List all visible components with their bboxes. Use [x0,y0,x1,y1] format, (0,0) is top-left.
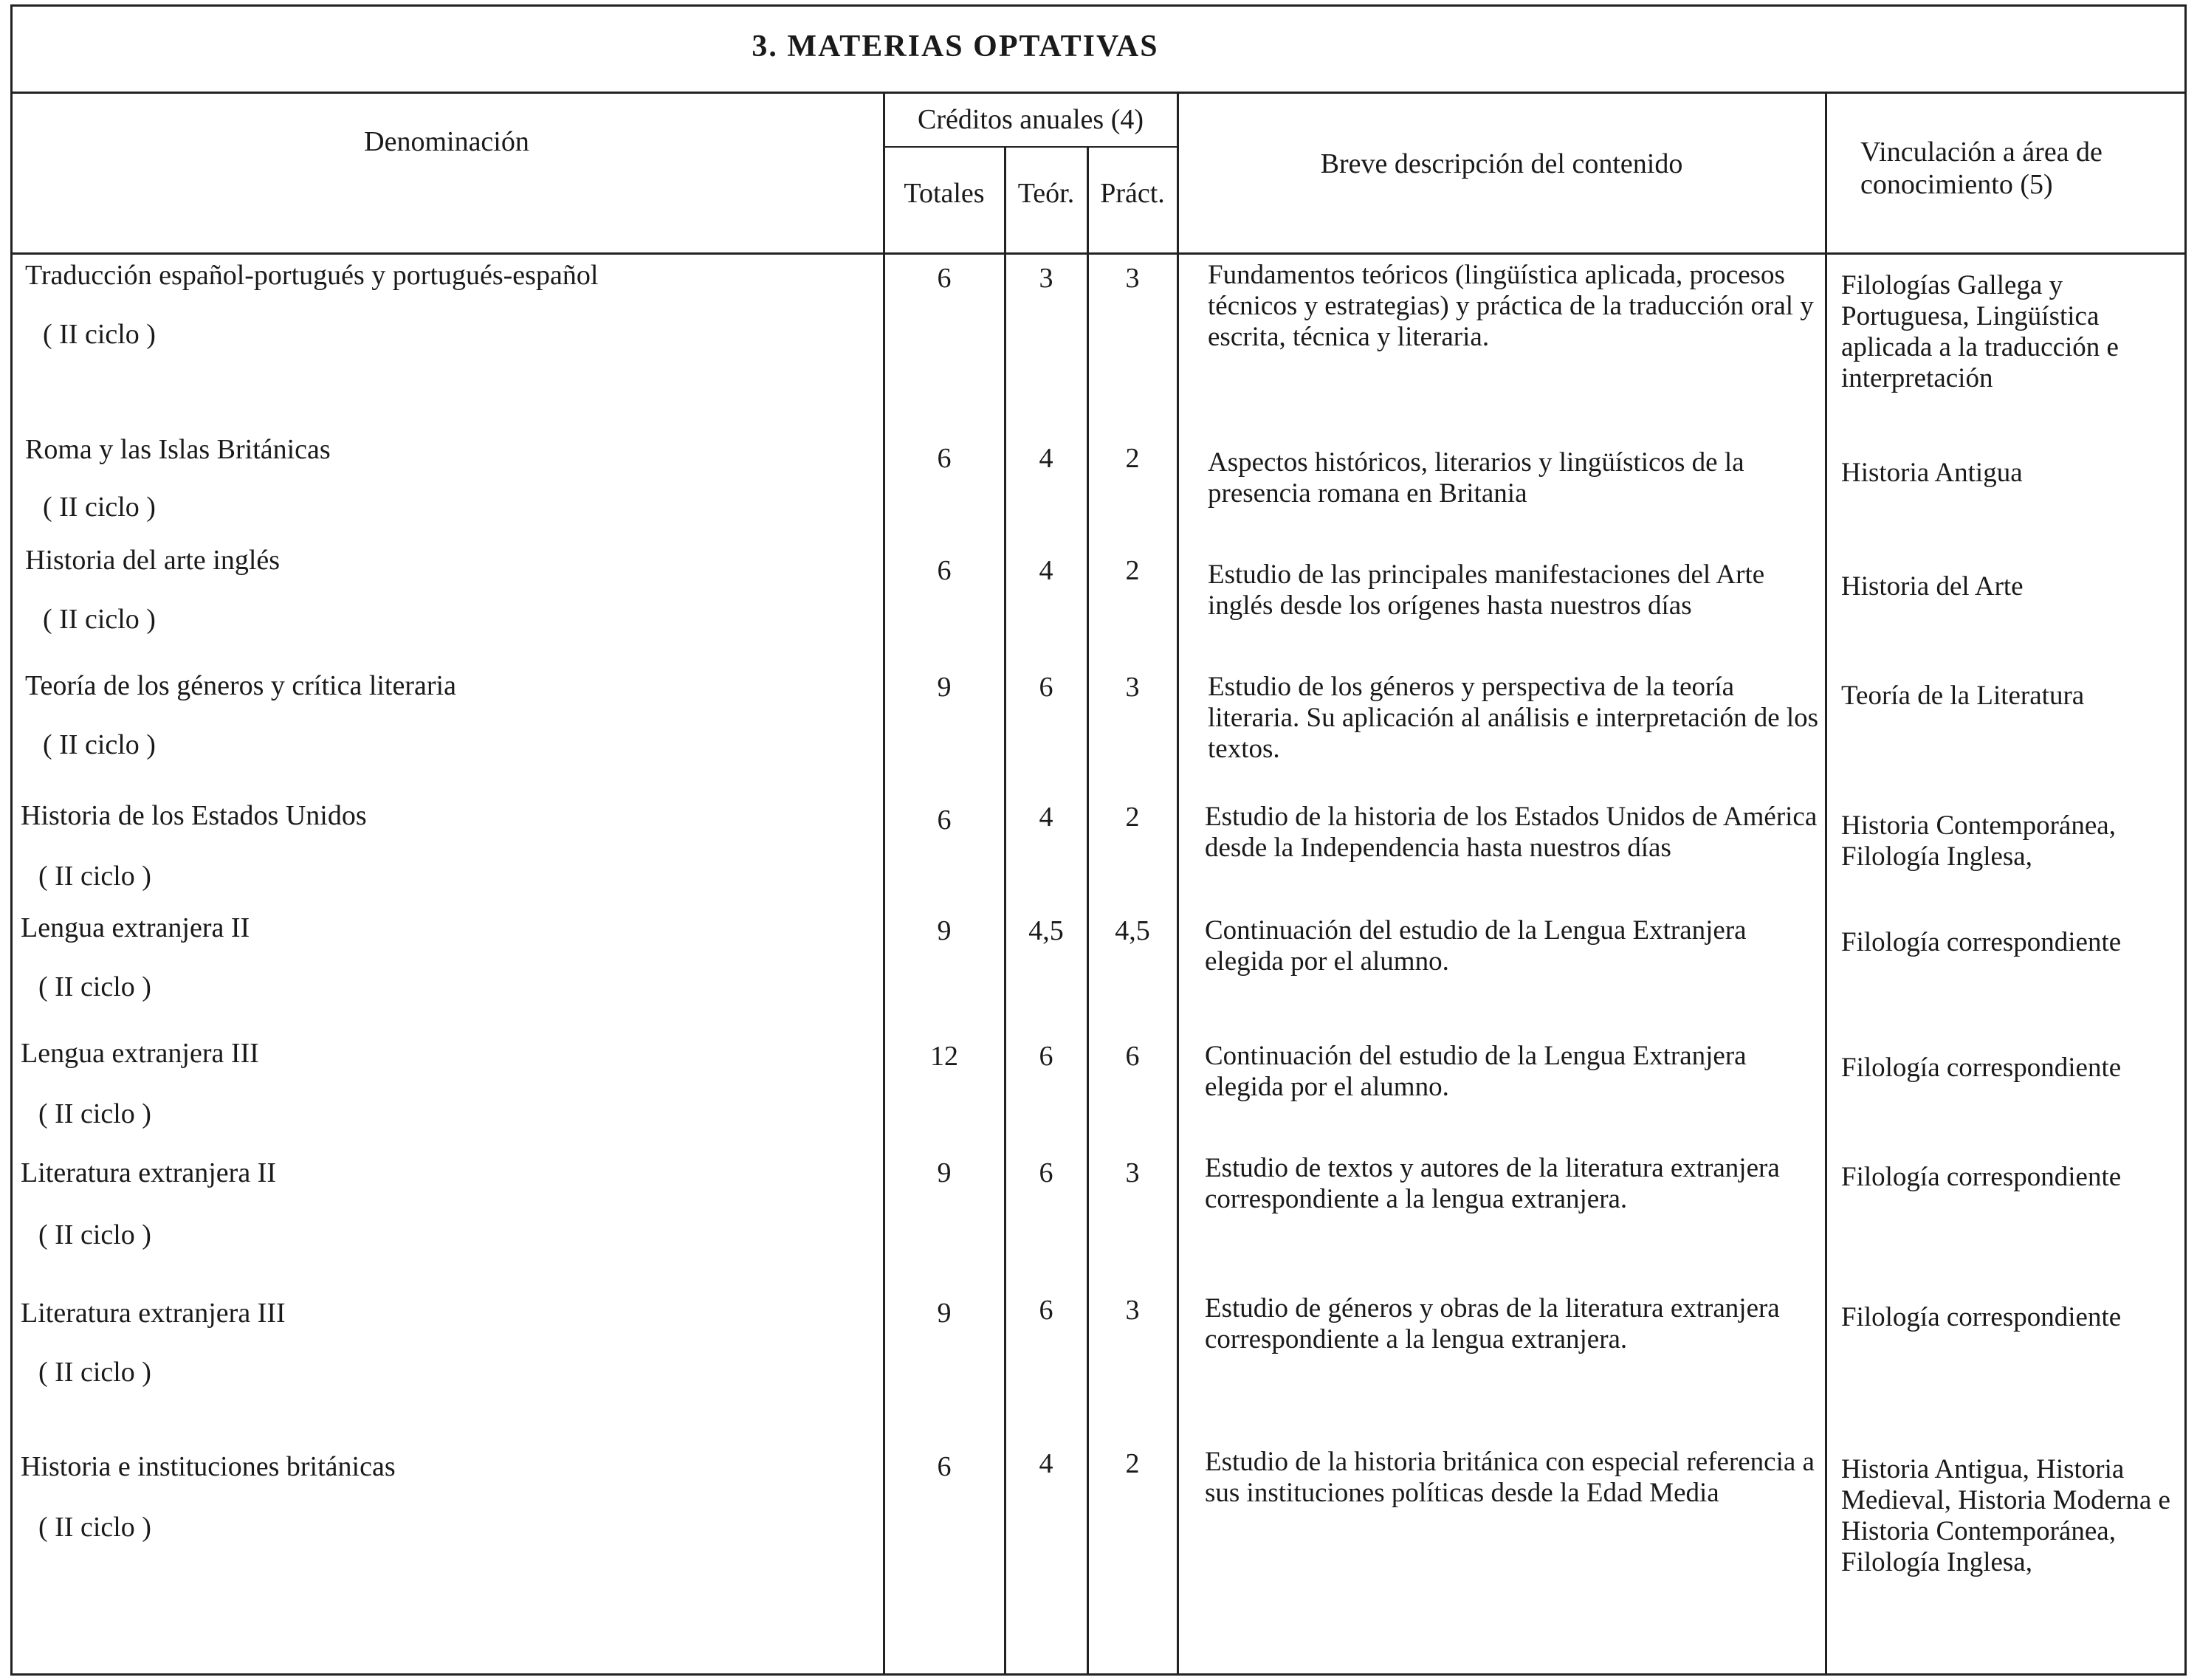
row-1-description: Fundamentos teóricos (lingüística aplicada, procesos técnicos y estrategias) y práctica de la traducción oral y escrita, técnica y literaria. [1208,260,1814,352]
row-7-area: Filología correspondiente [1841,1053,2122,1083]
row-3-teor: 4 [1039,555,1053,586]
row-1-cycle: ( II ciclo ) [43,319,156,350]
row-5-area: Historia Contemporánea, Filología Inglesa, [1841,810,2116,872]
row-6-name: Lengua extranjera II [21,912,250,943]
row-4-pract: 3 [1125,672,1140,703]
row-7-teor: 6 [1039,1041,1053,1072]
row-4-cycle: ( II ciclo ) [43,729,156,760]
row-8-teor: 6 [1039,1157,1053,1188]
row-5-name: Historia de los Estados Unidos [21,800,367,831]
row-1-totales: 6 [937,263,952,294]
row-8-area: Filología correspondiente [1841,1162,2122,1192]
row-6-area: Filología correspondiente [1841,927,2122,957]
row-4-area: Teoría de la Literatura [1841,681,2085,711]
row-1-area: Filologías Gallega y Portuguesa, Lingüística aplicada a la traducción e interpretación [1841,270,2119,393]
row-6-description: Continuación del estudio de la Lengua Extranjera elegida por el alumno. [1205,915,1747,977]
row-2-teor: 4 [1039,443,1053,474]
credits-subheader-divider [883,146,1178,148]
row-8-description: Estudio de textos y autores de la literatura extranjera correspondiente a la lengua extranjera. [1205,1153,1780,1214]
column-divider-denominacion [883,92,885,1676]
row-6-pract: 4,5 [1115,915,1150,946]
row-9-area: Filología correspondiente [1841,1302,2122,1332]
title-divider [10,92,2187,94]
header-pract: Práct. [1100,178,1165,209]
row-3-pract: 2 [1125,555,1140,586]
row-5-pract: 2 [1125,802,1140,833]
row-4-teor: 6 [1039,672,1053,703]
row-3-cycle: ( II ciclo ) [43,604,156,635]
row-7-totales: 12 [930,1041,958,1072]
row-3-area: Historia del Arte [1841,571,2024,602]
row-2-cycle: ( II ciclo ) [43,492,156,523]
row-10-teor: 4 [1039,1448,1053,1479]
header-divider [10,252,2187,255]
row-8-cycle: ( II ciclo ) [38,1219,151,1250]
header-vinculacion: Vinculación a área de conocimiento (5) [1860,137,2103,200]
header-creditos: Créditos anuales (4) [917,104,1144,135]
row-7-name: Lengua extranjera III [21,1038,259,1069]
column-divider-totales [1004,148,1006,1676]
row-7-cycle: ( II ciclo ) [38,1098,151,1129]
row-9-teor: 6 [1039,1295,1053,1326]
row-5-description: Estudio de la historia de los Estados Unidos de América desde la Independencia hasta nuestros días [1205,802,1818,863]
row-5-teor: 4 [1039,802,1053,833]
header-teor: Teór. [1017,178,1075,209]
row-7-pract: 6 [1125,1041,1140,1072]
row-1-pract: 3 [1125,263,1140,294]
row-8-pract: 3 [1125,1157,1140,1188]
header-denominacion: Denominación [364,126,529,157]
row-3-name: Historia del arte inglés [25,545,281,576]
column-divider-teor [1087,148,1089,1676]
row-9-pract: 3 [1125,1295,1140,1326]
row-8-name: Literatura extranjera II [21,1157,276,1188]
row-1-teor: 3 [1039,263,1053,294]
row-2-pract: 2 [1125,443,1140,474]
row-9-totales: 9 [937,1298,952,1329]
row-6-teor: 4,5 [1028,915,1064,946]
row-4-description: Estudio de los géneros y perspectiva de la teoría literaria. Su aplicación al análisis e interpretación de los textos. [1208,672,1819,764]
row-6-cycle: ( II ciclo ) [38,971,151,1002]
row-4-name: Teoría de los géneros y crítica literaria [25,670,456,701]
row-10-name: Historia e instituciones británicas [21,1451,396,1482]
row-5-cycle: ( II ciclo ) [38,861,151,892]
row-2-totales: 6 [937,443,952,474]
row-2-description: Aspectos históricos, literarios y lingüísticos de la presencia romana en Britania [1208,447,1744,509]
row-9-name: Literatura extranjera III [21,1298,286,1329]
row-2-area: Historia Antigua [1841,458,2023,488]
row-10-cycle: ( II ciclo ) [38,1512,151,1543]
row-3-description: Estudio de las principales manifestaciones del Arte inglés desde los orígenes hasta nuestros días [1208,560,1765,621]
section-title: 3. MATERIAS OPTATIVAS [752,30,1159,63]
header-descripcion: Breve descripción del contenido [1320,148,1683,179]
row-3-totales: 6 [937,555,952,586]
row-7-description: Continuación del estudio de la Lengua Extranjera elegida por el alumno. [1205,1041,1747,1102]
row-1-name: Traducción español-portugués y portugués-español [25,260,599,291]
row-9-description: Estudio de géneros y obras de la literatura extranjera correspondiente a la lengua extranjera. [1205,1293,1780,1354]
row-8-totales: 9 [937,1157,952,1188]
row-4-totales: 9 [937,672,952,703]
row-9-cycle: ( II ciclo ) [38,1357,151,1388]
column-divider-pract [1177,92,1179,1676]
row-10-area: Historia Antigua, Historia Medieval, Historia Moderna e Historia Contemporánea, Filología Inglesa, [1841,1454,2170,1577]
row-2-name: Roma y las Islas Británicas [25,434,331,465]
row-10-totales: 6 [937,1451,952,1482]
row-10-description: Estudio de la historia británica con especial referencia a sus instituciones políticas desde la Edad Media [1205,1447,1815,1508]
row-6-totales: 9 [937,915,952,946]
header-totales: Totales [904,178,985,209]
row-5-totales: 6 [937,805,952,836]
row-10-pract: 2 [1125,1448,1140,1479]
